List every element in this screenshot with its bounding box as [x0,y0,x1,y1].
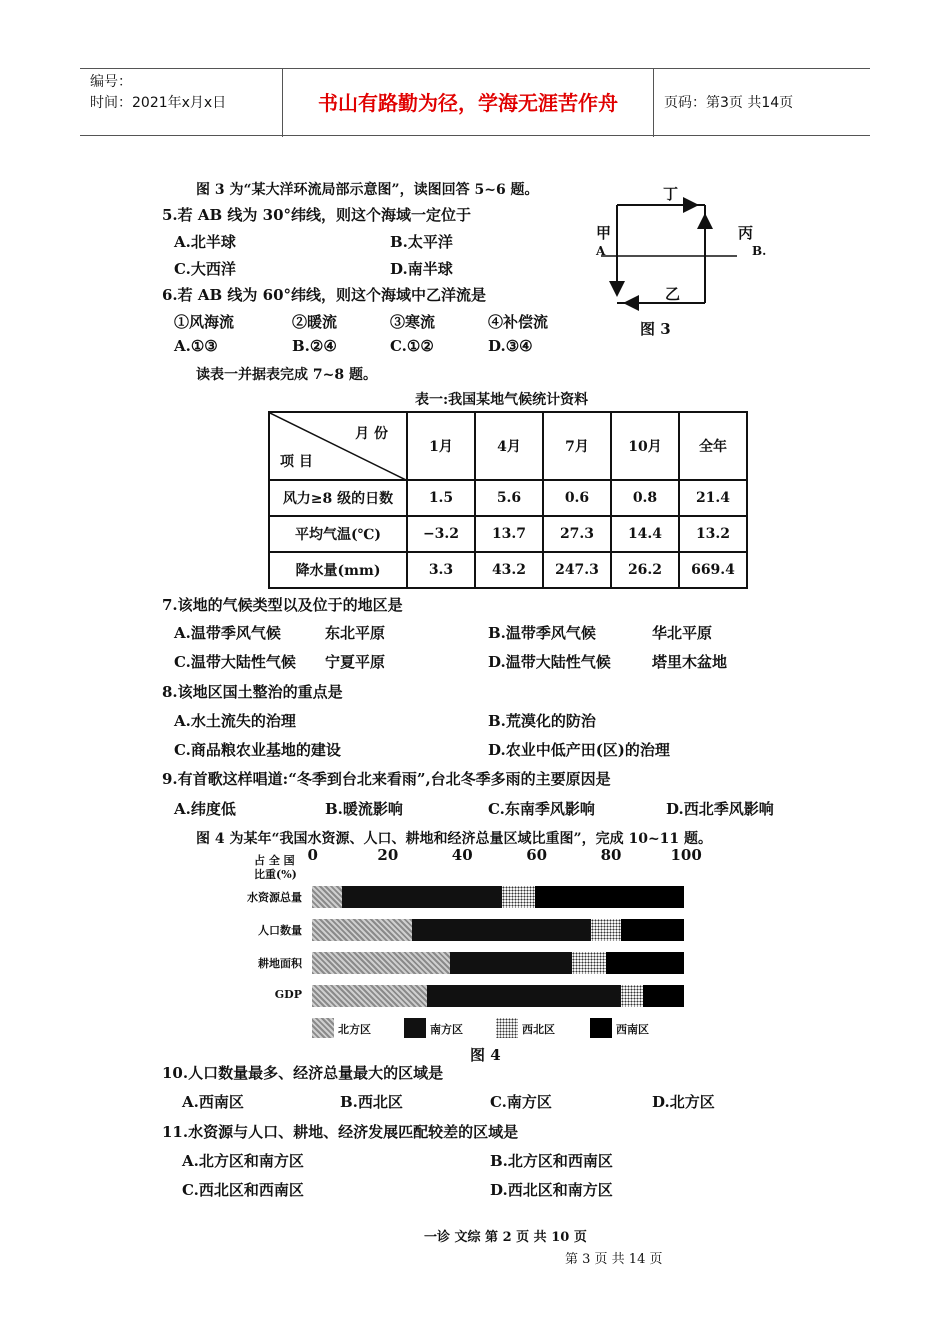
q6-option-d: D.③④ [488,337,533,355]
q10-option-d: D.北方区 [652,1093,715,1111]
chart-category-label: 水资源总量 [247,891,302,904]
q7-option-b-region: 华北平原 [652,624,713,642]
chart-category-label: 人口数量 [258,924,302,937]
table-cell: 26.2 [611,552,679,588]
q10-stem: 10.人口数量最多、经济总量最大的区域是 [162,1064,444,1082]
q7-option-c: C.温带大陆性气候 [174,653,296,671]
table-cell: 5.6 [475,480,543,516]
section2-intro: 读表一并据表完成 7~8 题。 [196,367,377,383]
table-header-cell: 4月 [475,412,543,480]
page-header [80,68,870,136]
q11-option-c: C.西北区和西南区 [182,1181,304,1199]
q8-stem: 8.该地区国土整治的重点是 [162,683,343,701]
q6-item-2: ②暖流 [292,313,338,331]
date-label: 时间：2021年x月x日 [90,95,227,111]
q6-item-1: ①风海流 [174,313,235,331]
chart-legend-label: 南方区 [430,1023,463,1036]
code-label: 编号： [90,74,132,90]
chart-axis-label-line1: 占 全 国 [254,854,295,867]
table-cell: 669.4 [679,552,747,588]
table-corner-item: 项 目 [280,454,313,470]
figure4-stacked-bar-chart [240,846,710,1046]
chart-tick-label: 80 [600,846,622,864]
q6-option-c: C.①② [390,337,434,355]
table-header-cell: 全年 [679,412,747,480]
q9-option-a: A.纬度低 [174,800,236,818]
chart-bar-segment [312,985,427,1007]
table-cell: 21.4 [679,480,747,516]
table-cell: 0.6 [543,480,611,516]
chart-bar-segment [312,919,412,941]
q11-option-a: A.北方区和南方区 [182,1152,304,1170]
q7-option-d-region: 塔里木盆地 [652,653,728,671]
chart-bar-segment [342,886,502,908]
chart-legend-swatch [312,1018,334,1038]
q7-option-a-region: 东北平原 [325,624,386,642]
q8-option-a: A.水土流失的治理 [174,712,296,730]
table-row [269,552,747,588]
q6-option-b: B.②④ [292,337,337,355]
q9-stem: 9.有首歌这样唱道:“冬季到台北来看雨”,台北冬季多雨的主要原因是 [162,770,611,788]
q11-option-d: D.西北区和南方区 [490,1181,613,1199]
fig4-caption: 图 4 [470,1046,501,1064]
table-header-cell: 10月 [611,412,679,480]
chart-bar-segment [535,886,684,908]
chart-bar-segment [621,985,643,1007]
chart-legend-label: 西南区 [616,1023,649,1036]
chart-tick-label: 100 [670,846,702,864]
header-meta [80,69,282,137]
q7-option-d: D.温带大陆性气候 [488,653,611,671]
table-title: 表一:我国某地气候统计资料 [415,392,589,408]
q9-option-b: B.暖流影响 [325,800,403,818]
fig3-caption: 图 3 [640,320,671,338]
q7-option-c-region: 宁夏平原 [325,653,386,671]
outer-footer: 第 3 页 共 14 页 [565,1252,663,1267]
q5-option-c: C.大西洋 [174,260,236,278]
fig3-label-yi: 乙 [665,285,681,303]
table-header-cell: 7月 [543,412,611,480]
table-corner-month: 月 份 [355,426,388,442]
table-cell: 1.5 [407,480,475,516]
chart-axis-label-line2: 比重(%) [254,868,297,881]
chart-legend-swatch [404,1018,426,1038]
table-row [269,516,747,552]
q11-option-b: B.北方区和西南区 [490,1152,613,1170]
table-cell: −3.2 [407,516,475,552]
header-motto: 书山有路勤为径，学海无涯苦作舟 [282,69,654,137]
chart-tick-label: 0 [307,846,318,864]
chart-bar-segment [572,952,605,974]
chart-bar-segment [412,919,591,941]
chart-tick-label: 20 [377,846,399,864]
chart-category-label: GDP [274,988,302,1001]
q9-option-c: C.东南季风影响 [488,800,595,818]
q6-item-3: ③寒流 [390,313,436,331]
row-label: 降水量(mm) [269,552,407,588]
section3-intro: 图 4 为某年“我国水资源、人口、耕地和经济总量区域比重图”，完成 10~11 题。 [196,831,713,847]
row-label: 风力≥8 级的日数 [269,480,407,516]
section1-intro: 图 3 为“某大洋环流局部示意图”，读图回答 5~6 题。 [196,182,539,198]
chart-axis-label [254,854,297,882]
q10-option-a: A.西南区 [182,1093,244,1111]
q5-option-b: B.太平洋 [390,233,453,251]
chart-category-label: 耕地面积 [258,957,302,970]
table-cell: 247.3 [543,552,611,588]
climate-table [268,411,748,589]
row-label: 平均气温(℃) [269,516,407,552]
q6-item-4: ④补偿流 [488,313,549,331]
table-cell: 3.3 [407,552,475,588]
chart-tick-label: 60 [526,846,548,864]
chart-bar-segment [621,919,684,941]
table-cell: 13.7 [475,516,543,552]
q10-option-b: B.西北区 [340,1093,403,1111]
figure3-ocean-circulation-diagram [585,175,785,345]
q8-option-c: C.商品粮农业基地的建设 [174,741,341,759]
q6-option-a: A.①③ [174,337,218,355]
table-header-cell: 1月 [407,412,475,480]
chart-bar-segment [427,985,620,1007]
q7-option-b: B.温带季风气候 [488,624,596,642]
fig3-label-a: A [596,244,606,258]
fig3-label-jia: 甲 [596,224,612,242]
fig3-label-ding: 丁 [663,185,679,203]
table-cell: 0.8 [611,480,679,516]
q10-option-c: C.南方区 [490,1093,552,1111]
q8-option-b: B.荒漠化的防治 [488,712,596,730]
chart-legend-swatch [496,1018,518,1038]
chart-legend-swatch [590,1018,612,1038]
chart-bar-segment [591,919,621,941]
q6-stem: 6.若 AB 线为 60°纬线，则这个海域中乙洋流是 [162,286,487,304]
chart-bar-segment [312,952,450,974]
q9-option-d: D.西北季风影响 [666,800,774,818]
chart-bar-segment [643,985,684,1007]
header-page-info: 页码：第3页 共14页 [664,95,794,111]
table-cell: 27.3 [543,516,611,552]
inner-footer: 一诊 文综 第 2 页 共 10 页 [424,1230,587,1245]
table-cell: 13.2 [679,516,747,552]
table-row [269,480,747,516]
q8-option-d: D.农业中低产田(区)的治理 [488,741,670,759]
q5-option-d: D.南半球 [390,260,453,278]
fig3-label-b: B. [752,244,767,258]
table-cell: 14.4 [611,516,679,552]
table-cell: 43.2 [475,552,543,588]
chart-tick-label: 40 [451,846,473,864]
table-corner-cell [269,412,407,480]
chart-bar-segment [606,952,684,974]
chart-legend-label: 西北区 [522,1023,555,1036]
fig3-label-bing: 丙 [738,224,754,242]
chart-legend-label: 北方区 [338,1023,371,1036]
chart-bar-segment [502,886,535,908]
q5-option-a: A.北半球 [174,233,236,251]
q7-stem: 7.该地的气候类型以及位于的地区是 [162,596,403,614]
chart-bar-segment [450,952,573,974]
q5-stem: 5.若 AB 线为 30°纬线，则这个海域一定位于 [162,206,472,224]
chart-bar-segment [312,886,342,908]
q7-option-a: A.温带季风气候 [174,624,281,642]
q11-stem: 11.水资源与人口、耕地、经济发展匹配较差的区域是 [162,1123,519,1141]
